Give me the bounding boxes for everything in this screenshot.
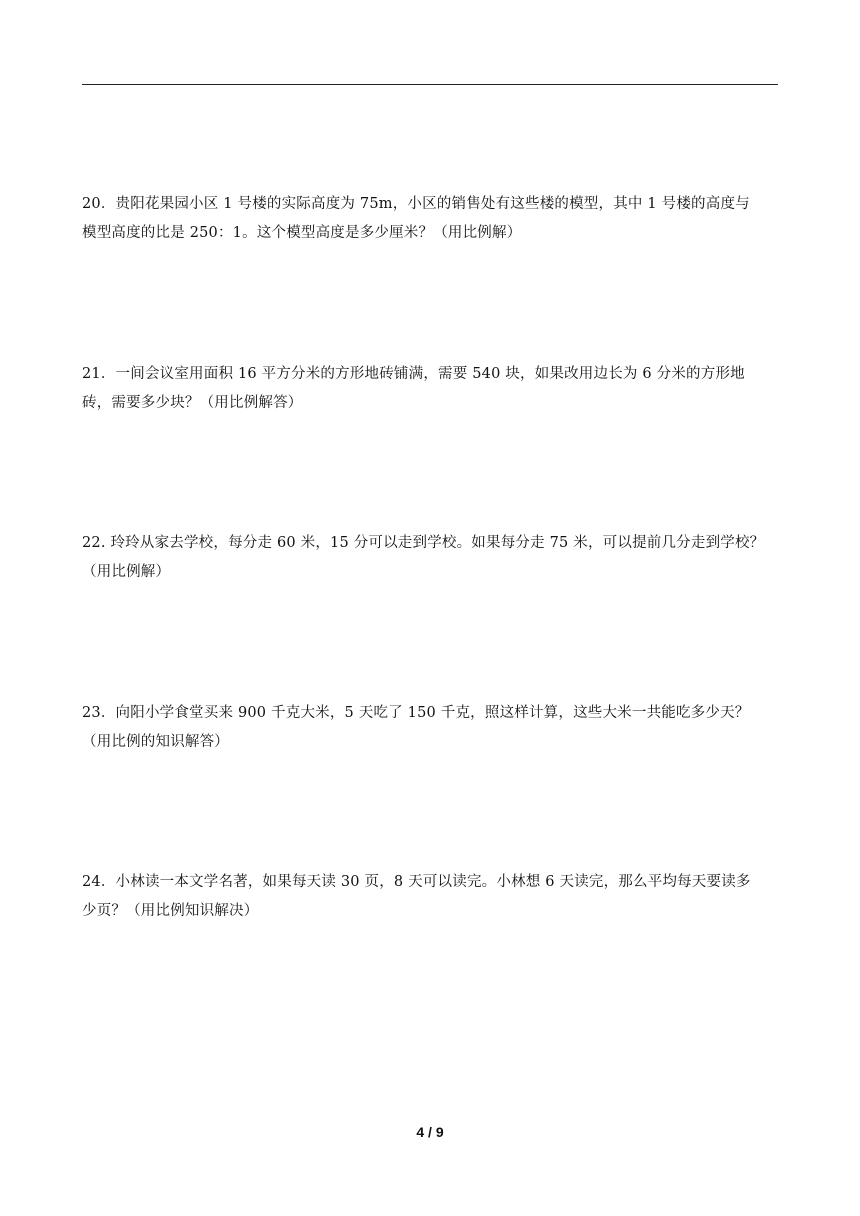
question-23 bbox=[82, 699, 778, 757]
question-line: （用比例解） bbox=[82, 564, 171, 580]
header-rule bbox=[82, 84, 778, 85]
page-number: 4 / 9 bbox=[416, 1124, 444, 1140]
question-line: 砖，需要多少块？（用比例解答） bbox=[82, 395, 303, 411]
question-line: 少页？（用比例知识解决） bbox=[82, 903, 259, 919]
question-line: 20．贵阳花果园小区 1 号楼的实际高度为 75m，小区的销售处有这些楼的模型，其中 1 号楼的高度与 bbox=[82, 196, 750, 212]
question-line: 模型高度的比是 250：1。这个模型高度是多少厘米？（用比例解） bbox=[82, 225, 522, 241]
question-22 bbox=[82, 529, 778, 587]
question-line: 23．向阳小学食堂买来 900 千克大米，5 天吃了 150 千克，照这样计算，这些大米一共能吃多少天？ bbox=[82, 705, 750, 721]
question-20 bbox=[82, 190, 778, 248]
question-21 bbox=[82, 360, 778, 418]
question-line: 22. 玲玲从家去学校，每分走 60 米，15 分可以走到学校。如果每分走 75 米，可以提前几分走到学校？ bbox=[82, 535, 765, 551]
question-line: （用比例的知识解答） bbox=[82, 734, 229, 750]
question-line: 21．一间会议室用面积 16 平方分米的方形地砖铺满，需要 540 块，如果改用边长为 6 分米的方形地 bbox=[82, 366, 745, 382]
question-line: 24．小林读一本文学名著，如果每天读 30 页，8 天可以读完。小林想 6 天读完，那么平均每天要读多 bbox=[82, 874, 751, 890]
question-24 bbox=[82, 868, 778, 926]
